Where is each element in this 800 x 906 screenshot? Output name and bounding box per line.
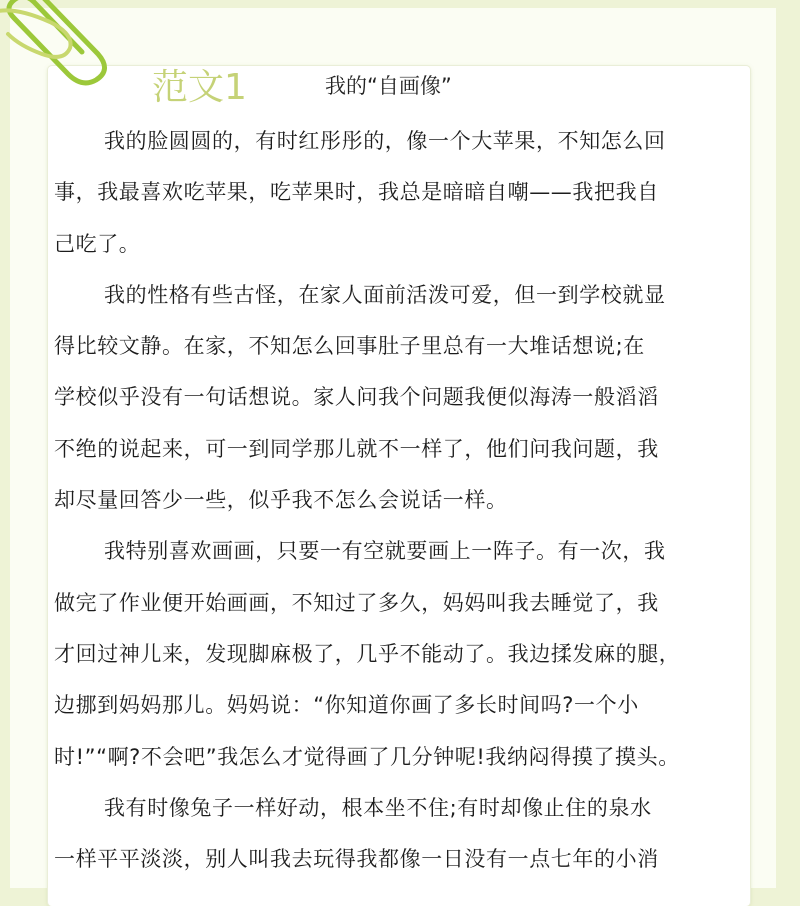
essay-title: 我的“自画像” bbox=[325, 74, 452, 98]
essay-line: 我特别喜欢画画，只要一有空就要画上一阵子。有一次，我 bbox=[104, 539, 666, 564]
essay-line: 不绝的说起来，可一到同学那儿就不一样了，他们问我问题，我 bbox=[54, 436, 659, 461]
essay-line: 边挪到妈妈那儿。妈妈说：“你知道你画了多长时间吗?一个小 bbox=[54, 693, 639, 718]
essay-line: 我有时像兔子一样好动，根本坐不住;有时却像止住的泉水 bbox=[104, 795, 652, 820]
essay-line: 做完了作业便开始画画，不知过了多久，妈妈叫我去睡觉了，我 bbox=[54, 590, 659, 615]
essay-line: 却尽量回答少一些，似乎我不怎么会说话一样。 bbox=[54, 488, 508, 513]
essay-line: 己吃了。 bbox=[54, 231, 141, 256]
essay-line: 我的性格有些古怪，在家人面前活泼可爱，但一到学校就显 bbox=[104, 282, 666, 307]
paperclip-icon bbox=[0, 0, 134, 102]
essay-line: 一样平平淡淡，别人叫我去玩得我都像一日没有一点七年的小消 bbox=[54, 847, 659, 872]
essay-line: 得比较文静。在家，不知怎么回事肚子里总有一大堆话想说;在 bbox=[54, 334, 645, 359]
essay-line: 我的脸圆圆的，有时红彤彤的，像一个大苹果，不知怎么回 bbox=[104, 129, 666, 153]
essay-line: 学校似乎没有一句话想说。家人问我个问题我便似海涛一般滔滔 bbox=[54, 385, 659, 410]
essay-line: 事，我最喜欢吃苹果，吃苹果时，我总是暗暗自嘲——我把我自 bbox=[54, 180, 659, 205]
essay-line: 才回过神儿来，发现脚麻极了，几乎不能动了。我边揉发麻的腿， bbox=[54, 641, 681, 666]
essay-line: 时!”“啊?不会吧”我怎么才觉得画了几分钟呢!我纳闷得摸了摸头。 bbox=[54, 744, 680, 769]
essay-body bbox=[54, 116, 750, 885]
example-tag: 范文1 bbox=[152, 67, 247, 108]
